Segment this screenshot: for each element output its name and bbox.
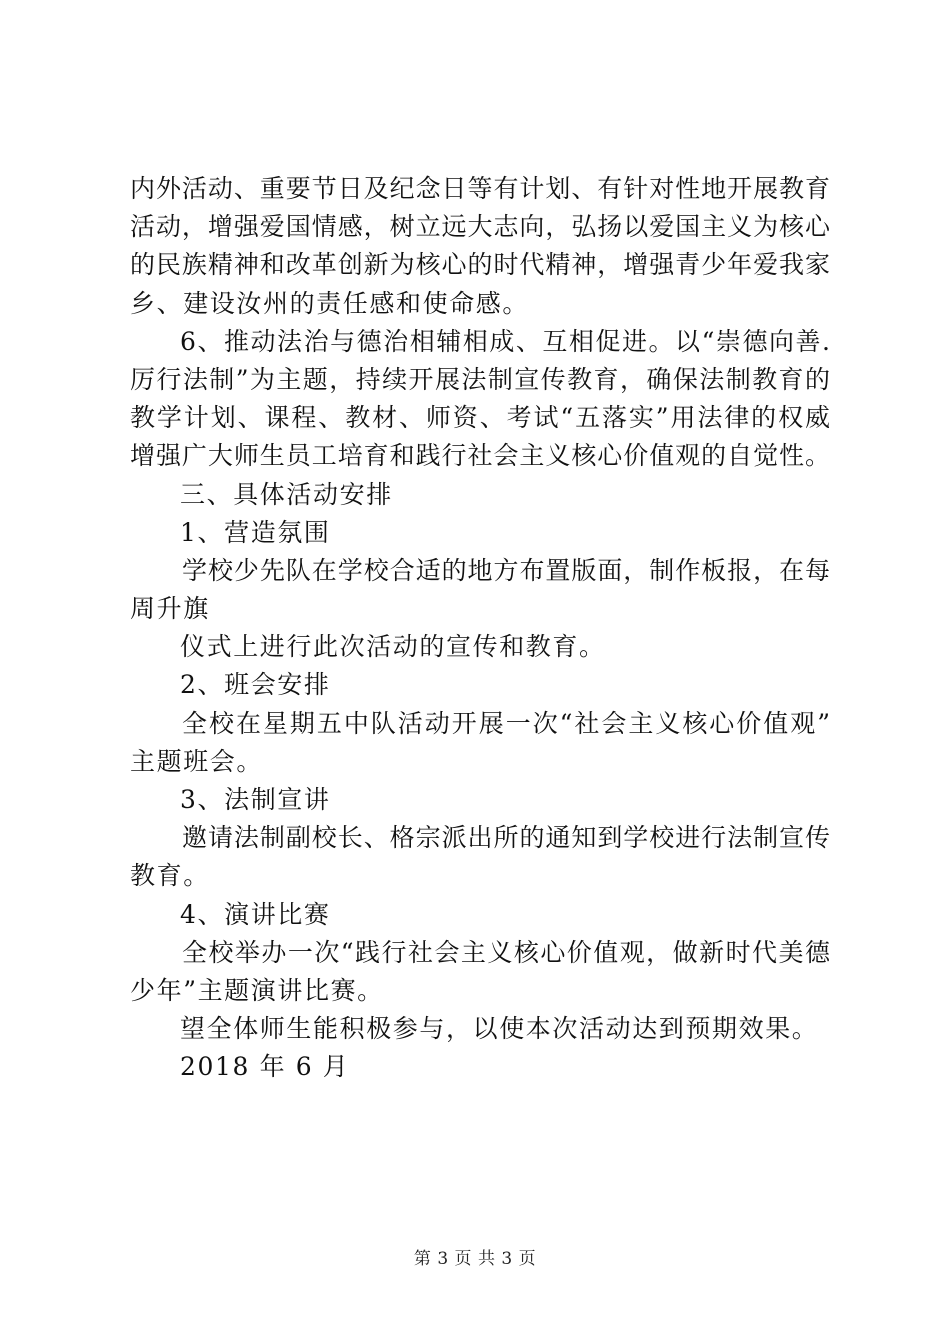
text-line: 周升旗 [130, 594, 210, 624]
text-line: 教育。 [130, 861, 210, 891]
text-line: 1、营造氛围 [180, 517, 331, 547]
text-line: 全校在星期五中队活动开展一次“社会主义核心价值观” [182, 708, 830, 738]
text-line: 教学计划、课程、教材、师资、考试“五落实”用法律的权威 [130, 403, 830, 433]
text-line: 6、推动法治与德治相辅相成、互相促进。以“崇德向善. [180, 326, 830, 356]
text-line: 4、演讲比赛 [180, 899, 331, 929]
text-line: 全校举办一次“践行社会主义核心价值观，做新时代美德 [182, 937, 830, 967]
document-body [130, 170, 830, 1087]
text-line: 2、班会安排 [180, 670, 331, 700]
text-line: 仪式上进行此次活动的宣传和教育。 [180, 632, 606, 662]
page-footer: 第 3 页 共 3 页 [413, 1249, 537, 1269]
text-line: 邀请法制副校长、格宗派出所的通知到学校进行法制宣传 [182, 823, 830, 853]
text-line: 3、法制宣讲 [180, 785, 331, 814]
text-line: 的民族精神和改革创新为核心的时代精神，增强青少年爱我家 [130, 250, 830, 280]
text-line: 三、具体活动安排 [180, 479, 393, 509]
text-line: 内外活动、重要节日及纪念日等有计划、有针对性地开展教育 [130, 174, 830, 203]
text-line: 活动，增强爱国情感，树立远大志向，弘扬以爱国主义为核心 [130, 212, 830, 242]
text-line: 少年”主题演讲比赛。 [130, 975, 384, 1005]
text-line: 2018 年 6 月 [180, 1052, 350, 1082]
text-line: 乡、建设汝州的责任感和使命感。 [130, 288, 530, 318]
text-line: 望全体师生能积极参与，以使本次活动达到预期效果。 [180, 1014, 819, 1044]
text-line: 主题班会。 [130, 746, 264, 776]
text-line: 厉行法制”为主题，持续开展法制宣传教育，确保法制教育的 [130, 364, 830, 394]
text-line: 学校少先队在学校合适的地方布置版面，制作板报，在每 [182, 555, 830, 585]
text-line: 增强广大师生员工培育和践行社会主义核心价值观的自觉性。 [130, 441, 830, 471]
